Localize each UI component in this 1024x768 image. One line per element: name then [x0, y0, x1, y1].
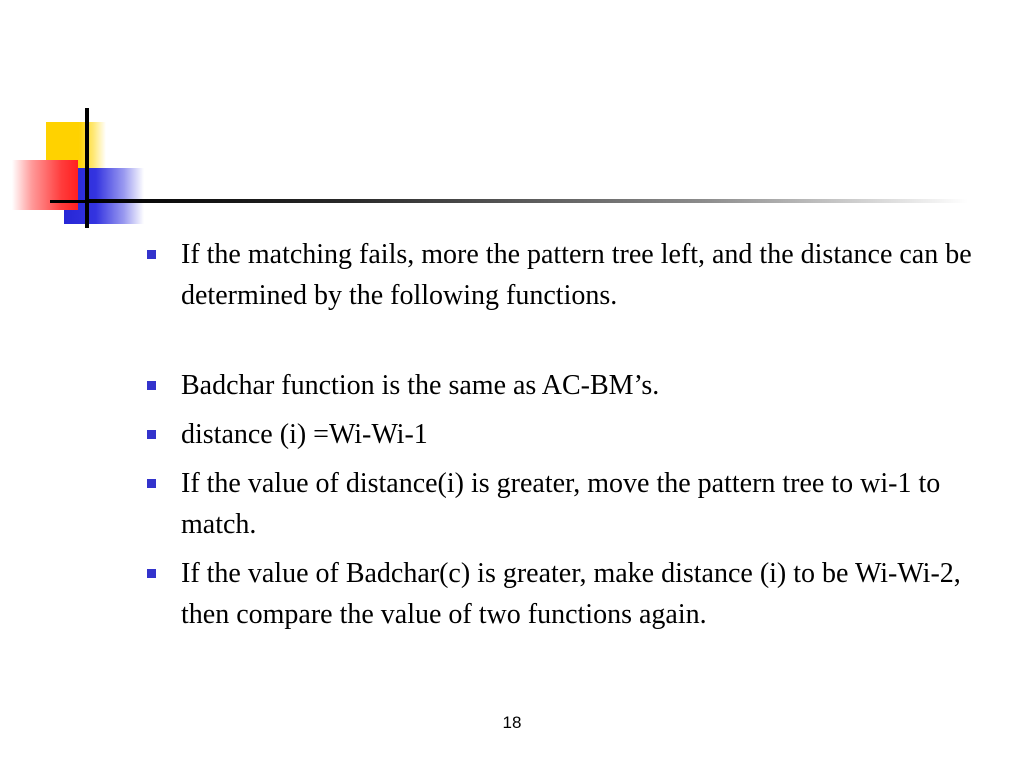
bullet-text: If the matching fails, more the pattern tree left, and the distance can be determined by the following functions. — [181, 239, 972, 311]
square-bullet-icon — [147, 250, 156, 259]
square-bullet-icon — [147, 381, 156, 390]
bullet-item — [140, 234, 980, 316]
logo-horizontal-bar — [50, 200, 90, 203]
bullet-text: distance (i) =Wi-Wi-1 — [181, 419, 428, 450]
bullet-item — [140, 463, 980, 545]
title-divider-line — [88, 199, 968, 203]
bullet-text: Badchar function is the same as AC-BM’s. — [181, 370, 660, 401]
square-bullet-icon — [147, 479, 156, 488]
bullet-text: If the value of Badchar(c) is greater, make distance (i) to be Wi-Wi-2, then compare the value of two functions again. — [181, 558, 961, 630]
bullet-item — [140, 365, 980, 406]
square-bullet-icon — [147, 569, 156, 578]
bullet-item — [140, 414, 980, 455]
logo-vertical-bar — [85, 108, 89, 228]
bullet-list — [140, 234, 980, 643]
page-number: 18 — [502, 713, 522, 732]
bullet-item — [140, 553, 980, 635]
square-bullet-icon — [147, 430, 156, 439]
bullet-text: If the value of distance(i) is greater, move the pattern tree to wi-1 to match. — [181, 468, 941, 540]
